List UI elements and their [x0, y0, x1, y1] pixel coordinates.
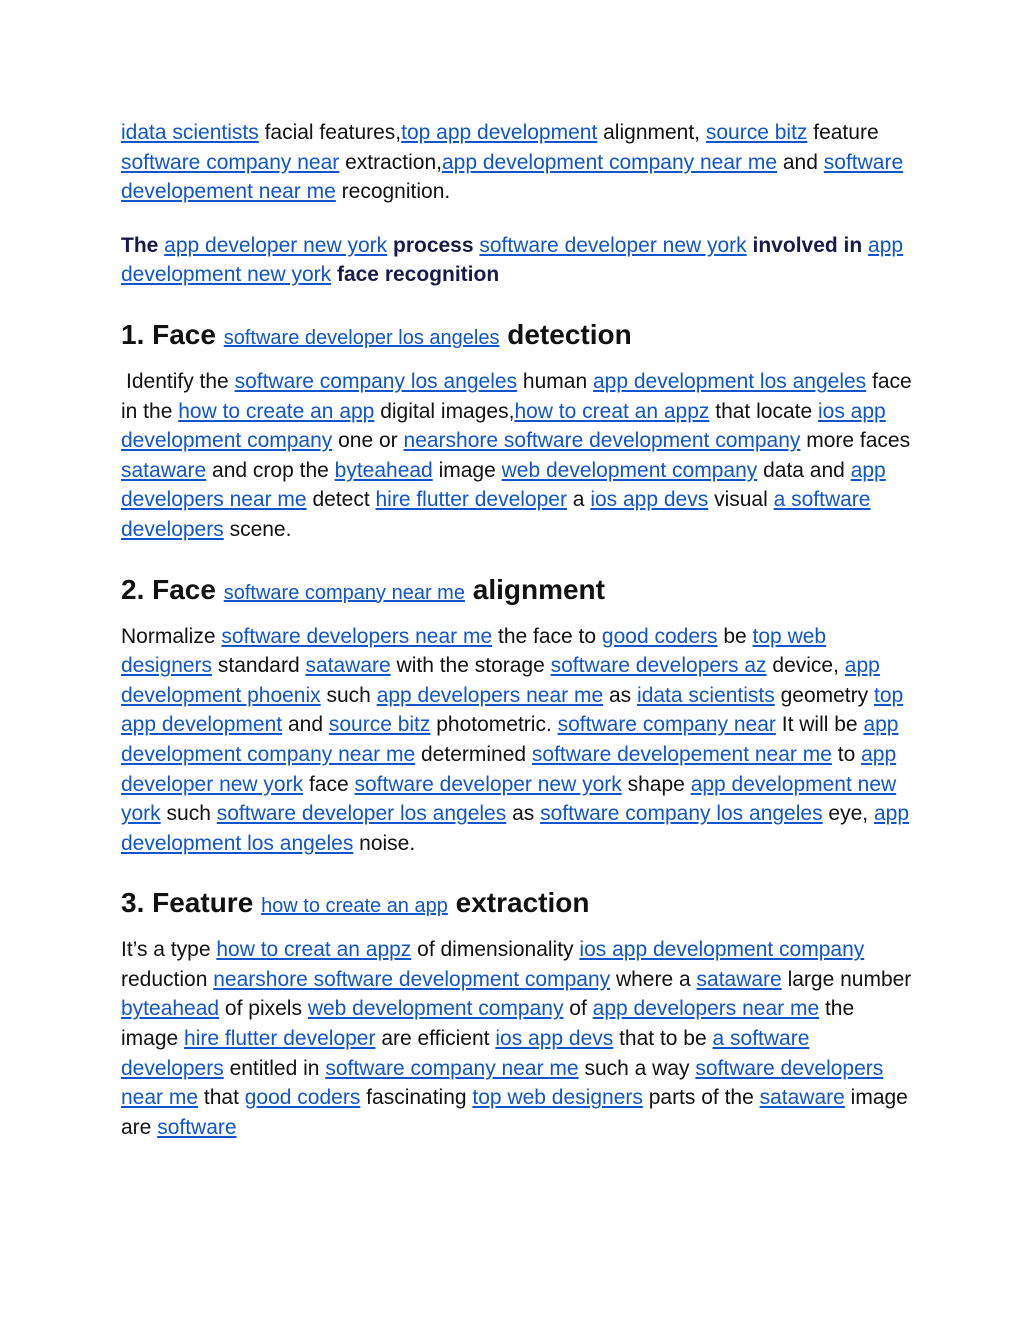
hyperlink[interactable]: app developers near me: [376, 683, 604, 707]
text-run: geometry: [774, 683, 874, 707]
text-run: 2. Face: [121, 573, 224, 605]
hyperlink[interactable]: sataware: [759, 1086, 845, 1110]
text-run: digital images,: [374, 399, 515, 423]
text-run: such a way: [578, 1056, 696, 1080]
hyperlink[interactable]: good coders: [244, 1086, 361, 1110]
hyperlink[interactable]: software developer new york: [479, 233, 747, 257]
text-run: alignment,: [597, 121, 706, 144]
hyperlink[interactable]: source bitz: [328, 713, 431, 737]
text-run: involved in: [746, 233, 869, 257]
text-run: 3. Feature: [121, 887, 262, 919]
text-run: standard: [212, 654, 306, 678]
hyperlink[interactable]: source bitz: [705, 121, 808, 144]
hyperlink[interactable]: app development new york: [121, 233, 904, 287]
text-run: The: [121, 233, 165, 257]
hyperlink[interactable]: a software developers: [121, 1027, 810, 1080]
hyperlink[interactable]: ios app devs: [495, 1027, 614, 1051]
text-run: scene.: [223, 517, 292, 541]
hyperlink[interactable]: app development phoenix: [121, 654, 880, 707]
text-run: Normalize: [121, 624, 222, 648]
text-run: visual: [708, 488, 774, 512]
hyperlink[interactable]: software company near me: [223, 581, 465, 604]
text-run: Identify the: [126, 369, 235, 393]
hyperlink[interactable]: app developers near me: [121, 458, 886, 512]
text-run: feature: [807, 121, 879, 144]
hyperlink[interactable]: how to create an app: [178, 399, 375, 423]
section-body-face-alignment: [121, 622, 914, 859]
hyperlink[interactable]: ios app development company: [121, 399, 886, 453]
hyperlink[interactable]: app developers near me: [592, 997, 820, 1021]
text-run: of: [563, 997, 593, 1021]
hyperlink[interactable]: software: [157, 1115, 237, 1139]
hyperlink[interactable]: ios app devs: [590, 488, 709, 512]
text-run: data and: [757, 458, 851, 482]
text-run: such: [160, 802, 217, 826]
text-run: image are: [121, 1086, 908, 1139]
text-run: extraction,: [339, 150, 442, 174]
section-body-face-detection: [121, 367, 914, 545]
hyperlink[interactable]: how to create an app: [261, 895, 448, 918]
hyperlink[interactable]: software company los angeles: [234, 369, 518, 393]
text-run: a: [566, 488, 591, 512]
section-heading-face-detection: [121, 318, 914, 355]
text-run: are efficient: [375, 1027, 496, 1051]
hyperlink[interactable]: app development company near me: [442, 150, 778, 174]
hyperlink[interactable]: nearshore software development company: [403, 429, 801, 453]
text-run: with the storage: [390, 654, 551, 678]
hyperlink[interactable]: top web designers: [472, 1086, 643, 1110]
text-run: image: [432, 458, 502, 482]
text-run: shape: [621, 772, 691, 796]
process-subheading: [121, 231, 914, 290]
text-run: photometric.: [430, 713, 558, 737]
text-run: of dimensionality: [411, 938, 580, 962]
hyperlink[interactable]: hire flutter developer: [375, 488, 567, 512]
text-run: process: [387, 233, 480, 257]
text-run: detection: [499, 318, 632, 350]
text-run: be: [717, 624, 753, 648]
hyperlink[interactable]: app developer new york: [164, 233, 388, 257]
hyperlink[interactable]: software developer los angeles: [216, 802, 507, 826]
text-run: face: [303, 772, 355, 796]
hyperlink[interactable]: sataware: [696, 967, 782, 991]
hyperlink[interactable]: software developers near me: [121, 1056, 884, 1110]
text-run: that: [198, 1086, 245, 1110]
hyperlink[interactable]: top app development: [401, 121, 598, 144]
text-run: human: [517, 369, 593, 393]
text-run: the image: [121, 997, 855, 1051]
hyperlink[interactable]: app development new york: [121, 772, 897, 826]
text-run: that to be: [613, 1027, 713, 1051]
hyperlink[interactable]: top app development: [121, 683, 904, 737]
hyperlink[interactable]: software company near me: [325, 1056, 579, 1080]
text-run: large number: [781, 967, 912, 991]
text-run: It’s a type: [121, 938, 217, 962]
hyperlink[interactable]: nearshore software development company: [213, 967, 611, 991]
text-run: It will be: [775, 713, 864, 737]
text-run: detect: [306, 488, 376, 512]
hyperlink[interactable]: software developer new york: [354, 772, 622, 796]
hyperlink[interactable]: app development company near me: [121, 713, 899, 766]
text-run: facial features,: [258, 121, 402, 144]
text-run: more faces: [800, 429, 911, 453]
hyperlink[interactable]: software developement near me: [531, 742, 832, 766]
hyperlink[interactable]: good coders: [601, 624, 718, 648]
text-run: of pixels: [219, 997, 308, 1021]
text-run: as: [603, 683, 638, 707]
section-body-feature-extraction: [121, 935, 914, 1142]
text-run: and: [777, 150, 824, 174]
text-run: recognition.: [335, 180, 451, 204]
text-run: fascinating: [360, 1086, 473, 1110]
text-run: reduction: [121, 967, 214, 991]
hyperlink[interactable]: ios app development company: [579, 938, 865, 962]
section-heading-feature-extraction: [121, 886, 914, 923]
hyperlink[interactable]: web development company: [307, 997, 564, 1021]
intro-paragraph: [121, 118, 914, 207]
text-run: alignment: [464, 573, 605, 605]
section-heading-face-alignment: [121, 573, 914, 610]
text-run: entitled in: [223, 1056, 326, 1080]
hyperlink[interactable]: app development los angeles: [592, 369, 867, 393]
hyperlink[interactable]: web development company: [501, 458, 758, 482]
hyperlink[interactable]: software developers az: [550, 654, 767, 678]
hyperlink[interactable]: byteahead: [121, 997, 220, 1021]
hyperlink[interactable]: software developer los angeles: [223, 326, 500, 349]
text-run: the face to: [492, 624, 602, 648]
text-run: and crop the: [206, 458, 335, 482]
hyperlink[interactable]: sataware: [305, 654, 391, 678]
hyperlink[interactable]: software company los angeles: [540, 802, 823, 826]
text-run: noise.: [353, 831, 416, 855]
hyperlink[interactable]: software developers near me: [221, 624, 493, 648]
text-run: and: [282, 713, 329, 737]
hyperlink[interactable]: idata scientists: [121, 121, 259, 144]
hyperlink[interactable]: hire flutter developer: [184, 1027, 376, 1051]
hyperlink[interactable]: byteahead: [334, 458, 433, 482]
text-run: determined: [415, 742, 532, 766]
hyperlink[interactable]: top web designers: [121, 624, 827, 678]
hyperlink[interactable]: software developement near me: [121, 150, 904, 204]
text-run: device,: [766, 654, 845, 678]
hyperlink[interactable]: app development los angeles: [121, 802, 910, 855]
text-run: that locate: [709, 399, 818, 423]
hyperlink[interactable]: idata scientists: [637, 683, 775, 707]
text-run: eye,: [822, 802, 874, 826]
hyperlink[interactable]: software company near: [557, 713, 776, 737]
text-run: to: [831, 742, 862, 766]
text-run: parts of the: [642, 1086, 760, 1110]
hyperlink[interactable]: software company near: [121, 150, 340, 174]
text-run: as: [506, 802, 541, 826]
hyperlink[interactable]: app developer new york: [121, 742, 897, 796]
hyperlink[interactable]: sataware: [121, 458, 207, 482]
text-run: extraction: [447, 887, 590, 919]
text-run: where a: [610, 967, 697, 991]
hyperlink[interactable]: a software developers: [121, 488, 871, 541]
text-run: face in the: [121, 369, 912, 423]
text-run: face recognition: [331, 263, 500, 287]
text-run: 1. Face: [121, 318, 224, 350]
hyperlink[interactable]: how to creat an appz: [216, 938, 412, 962]
hyperlink[interactable]: how to creat an appz: [514, 399, 710, 423]
text-run: such: [320, 683, 377, 707]
text-run: one or: [332, 429, 404, 453]
